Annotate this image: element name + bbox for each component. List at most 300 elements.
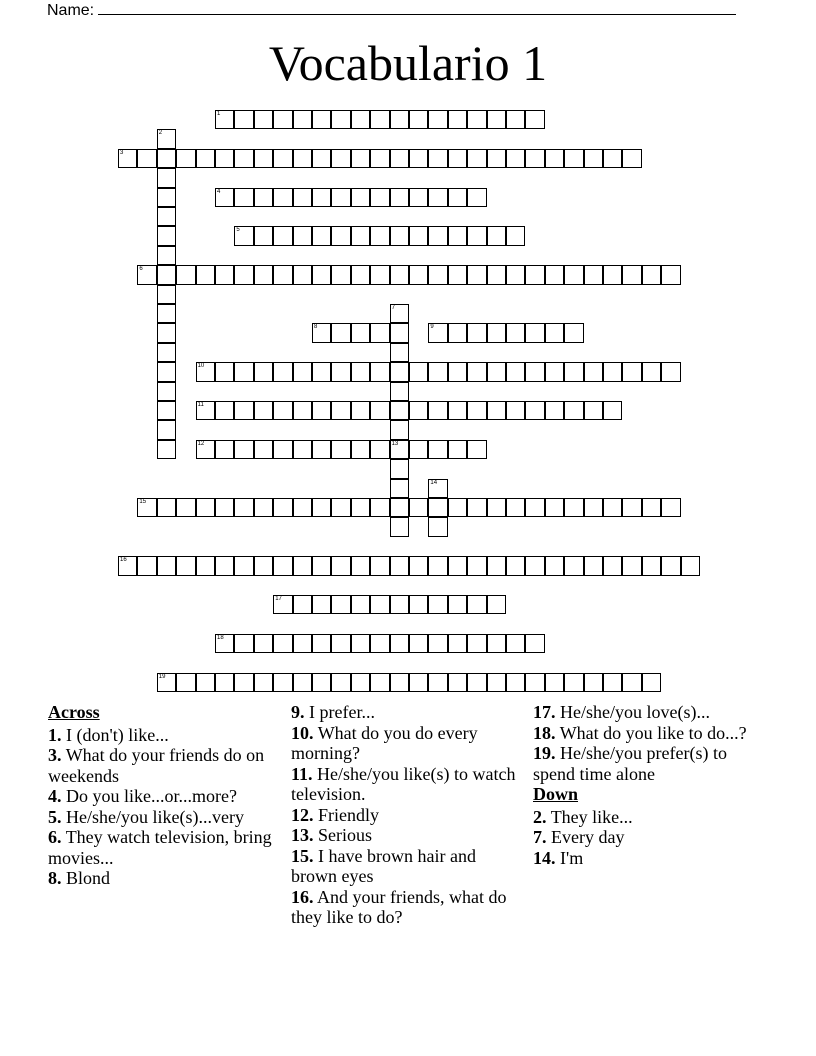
grid-cell[interactable] — [448, 265, 467, 284]
grid-cell[interactable] — [390, 362, 409, 381]
grid-cell[interactable] — [331, 323, 350, 342]
grid-cell[interactable] — [525, 401, 544, 420]
grid-cell[interactable] — [137, 149, 156, 168]
grid-cell[interactable] — [390, 459, 409, 478]
grid-cell[interactable] — [603, 401, 622, 420]
grid-cell[interactable] — [196, 440, 215, 459]
grid-cell[interactable] — [545, 401, 564, 420]
grid-cell[interactable] — [428, 401, 447, 420]
grid-cell[interactable] — [273, 149, 292, 168]
grid-cell[interactable] — [215, 556, 234, 575]
grid-cell[interactable] — [351, 226, 370, 245]
grid-cell[interactable] — [584, 401, 603, 420]
grid-cell[interactable] — [390, 343, 409, 362]
grid-cell[interactable] — [312, 440, 331, 459]
grid-cell[interactable] — [157, 188, 176, 207]
grid-cell[interactable] — [390, 401, 409, 420]
grid-cell[interactable] — [467, 634, 486, 653]
grid-cell[interactable] — [293, 110, 312, 129]
grid-cell[interactable] — [331, 362, 350, 381]
grid-cell[interactable] — [351, 323, 370, 342]
grid-cell[interactable] — [118, 149, 137, 168]
grid-cell[interactable] — [467, 149, 486, 168]
grid-cell[interactable] — [448, 362, 467, 381]
grid-cell[interactable] — [390, 517, 409, 536]
grid-cell[interactable] — [215, 362, 234, 381]
grid-cell[interactable] — [312, 323, 331, 342]
grid-cell[interactable] — [428, 517, 447, 536]
grid-cell[interactable] — [157, 246, 176, 265]
grid-cell[interactable] — [428, 673, 447, 692]
grid-cell[interactable] — [273, 401, 292, 420]
grid-cell[interactable] — [234, 265, 253, 284]
grid-cell[interactable] — [234, 362, 253, 381]
grid-cell[interactable] — [545, 556, 564, 575]
grid-cell[interactable] — [603, 362, 622, 381]
grid-cell[interactable] — [331, 265, 350, 284]
grid-cell[interactable] — [273, 362, 292, 381]
grid-cell[interactable] — [428, 226, 447, 245]
grid-cell[interactable] — [137, 556, 156, 575]
grid-cell[interactable] — [409, 440, 428, 459]
grid-cell[interactable] — [409, 110, 428, 129]
grid-cell[interactable] — [370, 188, 389, 207]
grid-cell[interactable] — [390, 420, 409, 439]
grid-cell[interactable] — [254, 110, 273, 129]
grid-cell[interactable] — [525, 673, 544, 692]
grid-cell[interactable] — [584, 498, 603, 517]
grid-cell[interactable] — [409, 188, 428, 207]
grid-cell[interactable] — [428, 440, 447, 459]
grid-cell[interactable] — [273, 673, 292, 692]
grid-cell[interactable] — [564, 556, 583, 575]
grid-cell[interactable] — [409, 556, 428, 575]
grid-cell[interactable] — [390, 265, 409, 284]
grid-cell[interactable] — [428, 110, 447, 129]
grid-cell[interactable] — [157, 129, 176, 148]
grid-cell[interactable] — [196, 556, 215, 575]
grid-cell[interactable] — [390, 673, 409, 692]
grid-cell[interactable] — [351, 265, 370, 284]
grid-cell[interactable] — [157, 323, 176, 342]
grid-cell[interactable] — [254, 498, 273, 517]
grid-cell[interactable] — [273, 110, 292, 129]
grid-cell[interactable] — [545, 673, 564, 692]
grid-cell[interactable] — [157, 362, 176, 381]
grid-cell[interactable] — [467, 401, 486, 420]
grid-cell[interactable] — [525, 149, 544, 168]
grid-cell[interactable] — [487, 362, 506, 381]
grid-cell[interactable] — [603, 149, 622, 168]
grid-cell[interactable] — [157, 382, 176, 401]
grid-cell[interactable] — [273, 556, 292, 575]
grid-cell[interactable] — [312, 401, 331, 420]
grid-cell[interactable] — [642, 556, 661, 575]
grid-cell[interactable] — [467, 556, 486, 575]
grid-cell[interactable] — [525, 498, 544, 517]
grid-cell[interactable] — [370, 595, 389, 614]
grid-cell[interactable] — [312, 673, 331, 692]
grid-cell[interactable] — [176, 149, 195, 168]
grid-cell[interactable] — [448, 556, 467, 575]
grid-cell[interactable] — [467, 323, 486, 342]
grid-cell[interactable] — [428, 149, 447, 168]
grid-cell[interactable] — [390, 498, 409, 517]
grid-cell[interactable] — [234, 401, 253, 420]
grid-cell[interactable] — [428, 556, 447, 575]
grid-cell[interactable] — [467, 226, 486, 245]
grid-cell[interactable] — [351, 556, 370, 575]
grid-cell[interactable] — [428, 265, 447, 284]
grid-cell[interactable] — [409, 595, 428, 614]
grid-cell[interactable] — [370, 226, 389, 245]
grid-cell[interactable] — [390, 226, 409, 245]
grid-cell[interactable] — [642, 265, 661, 284]
grid-cell[interactable] — [467, 188, 486, 207]
grid-cell[interactable] — [215, 440, 234, 459]
grid-cell[interactable] — [622, 498, 641, 517]
grid-cell[interactable] — [293, 401, 312, 420]
grid-cell[interactable] — [157, 440, 176, 459]
grid-cell[interactable] — [351, 634, 370, 653]
grid-cell[interactable] — [681, 556, 700, 575]
grid-cell[interactable] — [351, 149, 370, 168]
grid-cell[interactable] — [331, 149, 350, 168]
grid-cell[interactable] — [390, 595, 409, 614]
grid-cell[interactable] — [157, 420, 176, 439]
grid-cell[interactable] — [351, 188, 370, 207]
grid-cell[interactable] — [234, 110, 253, 129]
grid-cell[interactable] — [293, 595, 312, 614]
grid-cell[interactable] — [603, 498, 622, 517]
grid-cell[interactable] — [331, 110, 350, 129]
grid-cell[interactable] — [370, 673, 389, 692]
grid-cell[interactable] — [312, 265, 331, 284]
grid-cell[interactable] — [545, 362, 564, 381]
grid-cell[interactable] — [487, 498, 506, 517]
grid-cell[interactable] — [642, 362, 661, 381]
grid-cell[interactable] — [351, 110, 370, 129]
grid-cell[interactable] — [254, 556, 273, 575]
grid-cell[interactable] — [234, 673, 253, 692]
grid-cell[interactable] — [293, 440, 312, 459]
grid-cell[interactable] — [312, 595, 331, 614]
grid-cell[interactable] — [293, 226, 312, 245]
grid-cell[interactable] — [157, 265, 176, 284]
grid-cell[interactable] — [428, 188, 447, 207]
grid-cell[interactable] — [545, 323, 564, 342]
grid-cell[interactable] — [254, 226, 273, 245]
grid-cell[interactable] — [564, 362, 583, 381]
grid-cell[interactable] — [506, 362, 525, 381]
grid-cell[interactable] — [157, 207, 176, 226]
grid-cell[interactable] — [545, 265, 564, 284]
grid-cell[interactable] — [157, 226, 176, 245]
grid-cell[interactable] — [351, 498, 370, 517]
grid-cell[interactable] — [215, 401, 234, 420]
grid-cell[interactable] — [254, 265, 273, 284]
grid-cell[interactable] — [215, 188, 234, 207]
grid-cell[interactable] — [293, 362, 312, 381]
grid-cell[interactable] — [467, 362, 486, 381]
grid-cell[interactable] — [273, 498, 292, 517]
grid-cell[interactable] — [603, 673, 622, 692]
grid-cell[interactable] — [487, 110, 506, 129]
grid-cell[interactable] — [584, 362, 603, 381]
grid-cell[interactable] — [254, 149, 273, 168]
grid-cell[interactable] — [448, 401, 467, 420]
grid-cell[interactable] — [137, 265, 156, 284]
grid-cell[interactable] — [196, 673, 215, 692]
grid-cell[interactable] — [428, 479, 447, 498]
grid-cell[interactable] — [448, 440, 467, 459]
grid-cell[interactable] — [254, 401, 273, 420]
grid-cell[interactable] — [370, 556, 389, 575]
grid-cell[interactable] — [409, 265, 428, 284]
grid-cell[interactable] — [506, 110, 525, 129]
grid-cell[interactable] — [506, 673, 525, 692]
grid-cell[interactable] — [157, 168, 176, 187]
grid-cell[interactable] — [409, 634, 428, 653]
grid-cell[interactable] — [370, 110, 389, 129]
grid-cell[interactable] — [661, 498, 680, 517]
grid-cell[interactable] — [351, 673, 370, 692]
grid-cell[interactable] — [448, 110, 467, 129]
grid-cell[interactable] — [390, 479, 409, 498]
grid-cell[interactable] — [661, 265, 680, 284]
grid-cell[interactable] — [409, 362, 428, 381]
grid-cell[interactable] — [390, 110, 409, 129]
grid-cell[interactable] — [254, 440, 273, 459]
grid-cell[interactable] — [215, 149, 234, 168]
grid-cell[interactable] — [312, 188, 331, 207]
grid-cell[interactable] — [487, 323, 506, 342]
grid-cell[interactable] — [215, 110, 234, 129]
grid-cell[interactable] — [506, 634, 525, 653]
grid-cell[interactable] — [448, 226, 467, 245]
grid-cell[interactable] — [525, 362, 544, 381]
grid-cell[interactable] — [351, 401, 370, 420]
grid-cell[interactable] — [564, 323, 583, 342]
grid-cell[interactable] — [448, 634, 467, 653]
grid-cell[interactable] — [525, 556, 544, 575]
grid-cell[interactable] — [467, 673, 486, 692]
grid-cell[interactable] — [351, 595, 370, 614]
grid-cell[interactable] — [351, 362, 370, 381]
grid-cell[interactable] — [487, 265, 506, 284]
grid-cell[interactable] — [506, 149, 525, 168]
grid-cell[interactable] — [215, 634, 234, 653]
grid-cell[interactable] — [331, 188, 350, 207]
grid-cell[interactable] — [137, 498, 156, 517]
grid-cell[interactable] — [273, 226, 292, 245]
grid-cell[interactable] — [157, 556, 176, 575]
grid-cell[interactable] — [331, 595, 350, 614]
grid-cell[interactable] — [390, 188, 409, 207]
grid-cell[interactable] — [234, 498, 253, 517]
grid-cell[interactable] — [293, 149, 312, 168]
grid-cell[interactable] — [254, 634, 273, 653]
grid-cell[interactable] — [370, 440, 389, 459]
grid-cell[interactable] — [157, 304, 176, 323]
grid-cell[interactable] — [467, 265, 486, 284]
grid-cell[interactable] — [506, 226, 525, 245]
grid-cell[interactable] — [487, 226, 506, 245]
grid-cell[interactable] — [487, 634, 506, 653]
grid-cell[interactable] — [584, 149, 603, 168]
grid-cell[interactable] — [118, 556, 137, 575]
grid-cell[interactable] — [293, 673, 312, 692]
grid-cell[interactable] — [506, 498, 525, 517]
grid-cell[interactable] — [331, 226, 350, 245]
grid-cell[interactable] — [157, 343, 176, 362]
grid-cell[interactable] — [293, 498, 312, 517]
grid-cell[interactable] — [584, 265, 603, 284]
grid-cell[interactable] — [312, 226, 331, 245]
grid-cell[interactable] — [545, 149, 564, 168]
grid-cell[interactable] — [196, 362, 215, 381]
grid-cell[interactable] — [506, 401, 525, 420]
grid-cell[interactable] — [448, 498, 467, 517]
grid-cell[interactable] — [293, 188, 312, 207]
grid-cell[interactable] — [525, 265, 544, 284]
grid-cell[interactable] — [293, 634, 312, 653]
grid-cell[interactable] — [273, 188, 292, 207]
grid-cell[interactable] — [448, 188, 467, 207]
grid-cell[interactable] — [331, 440, 350, 459]
grid-cell[interactable] — [622, 149, 641, 168]
grid-cell[interactable] — [467, 595, 486, 614]
grid-cell[interactable] — [487, 595, 506, 614]
grid-cell[interactable] — [157, 149, 176, 168]
grid-cell[interactable] — [370, 362, 389, 381]
grid-cell[interactable] — [234, 556, 253, 575]
grid-cell[interactable] — [428, 362, 447, 381]
grid-cell[interactable] — [487, 673, 506, 692]
grid-cell[interactable] — [564, 149, 583, 168]
grid-cell[interactable] — [487, 556, 506, 575]
grid-cell[interactable] — [196, 401, 215, 420]
grid-cell[interactable] — [390, 556, 409, 575]
grid-cell[interactable] — [564, 401, 583, 420]
grid-cell[interactable] — [370, 149, 389, 168]
grid-cell[interactable] — [622, 673, 641, 692]
grid-cell[interactable] — [642, 673, 661, 692]
grid-cell[interactable] — [525, 110, 544, 129]
grid-cell[interactable] — [409, 401, 428, 420]
grid-cell[interactable] — [351, 440, 370, 459]
grid-cell[interactable] — [273, 634, 292, 653]
grid-cell[interactable] — [176, 265, 195, 284]
grid-cell[interactable] — [428, 498, 447, 517]
grid-cell[interactable] — [448, 149, 467, 168]
grid-cell[interactable] — [564, 498, 583, 517]
grid-cell[interactable] — [603, 265, 622, 284]
grid-cell[interactable] — [390, 382, 409, 401]
grid-cell[interactable] — [312, 149, 331, 168]
grid-cell[interactable] — [273, 595, 292, 614]
grid-cell[interactable] — [564, 673, 583, 692]
grid-cell[interactable] — [312, 362, 331, 381]
grid-cell[interactable] — [370, 401, 389, 420]
grid-cell[interactable] — [370, 498, 389, 517]
grid-cell[interactable] — [215, 265, 234, 284]
grid-cell[interactable] — [370, 634, 389, 653]
grid-cell[interactable] — [448, 673, 467, 692]
grid-cell[interactable] — [176, 498, 195, 517]
grid-cell[interactable] — [622, 265, 641, 284]
grid-cell[interactable] — [390, 634, 409, 653]
grid-cell[interactable] — [215, 498, 234, 517]
grid-cell[interactable] — [603, 556, 622, 575]
grid-cell[interactable] — [157, 673, 176, 692]
grid-cell[interactable] — [661, 362, 680, 381]
grid-cell[interactable] — [312, 498, 331, 517]
grid-cell[interactable] — [234, 226, 253, 245]
grid-cell[interactable] — [390, 149, 409, 168]
grid-cell[interactable] — [428, 323, 447, 342]
grid-cell[interactable] — [254, 362, 273, 381]
grid-cell[interactable] — [254, 673, 273, 692]
grid-cell[interactable] — [506, 556, 525, 575]
grid-cell[interactable] — [234, 188, 253, 207]
grid-cell[interactable] — [293, 265, 312, 284]
grid-cell[interactable] — [254, 188, 273, 207]
grid-cell[interactable] — [661, 556, 680, 575]
grid-cell[interactable] — [506, 265, 525, 284]
grid-cell[interactable] — [409, 226, 428, 245]
grid-cell[interactable] — [506, 323, 525, 342]
grid-cell[interactable] — [584, 556, 603, 575]
grid-cell[interactable] — [273, 440, 292, 459]
grid-cell[interactable] — [176, 556, 195, 575]
grid-cell[interactable] — [196, 498, 215, 517]
grid-cell[interactable] — [196, 265, 215, 284]
grid-cell[interactable] — [234, 634, 253, 653]
grid-cell[interactable] — [622, 362, 641, 381]
grid-cell[interactable] — [331, 498, 350, 517]
grid-cell[interactable] — [215, 673, 234, 692]
grid-cell[interactable] — [312, 556, 331, 575]
grid-cell[interactable] — [622, 556, 641, 575]
grid-cell[interactable] — [331, 401, 350, 420]
grid-cell[interactable] — [370, 265, 389, 284]
grid-cell[interactable] — [331, 673, 350, 692]
grid-cell[interactable] — [448, 323, 467, 342]
grid-cell[interactable] — [176, 673, 195, 692]
grid-cell[interactable] — [157, 285, 176, 304]
grid-cell[interactable] — [409, 673, 428, 692]
grid-cell[interactable] — [409, 149, 428, 168]
grid-cell[interactable] — [428, 595, 447, 614]
grid-cell[interactable] — [467, 440, 486, 459]
grid-cell[interactable] — [234, 440, 253, 459]
grid-cell[interactable] — [390, 304, 409, 323]
grid-cell[interactable] — [331, 556, 350, 575]
grid-cell[interactable] — [293, 556, 312, 575]
grid-cell[interactable] — [409, 498, 428, 517]
grid-cell[interactable] — [196, 149, 215, 168]
grid-cell[interactable] — [584, 673, 603, 692]
grid-cell[interactable] — [467, 498, 486, 517]
grid-cell[interactable] — [487, 149, 506, 168]
grid-cell[interactable] — [157, 498, 176, 517]
grid-cell[interactable] — [390, 323, 409, 342]
grid-cell[interactable] — [390, 440, 409, 459]
grid-cell[interactable] — [467, 110, 486, 129]
grid-cell[interactable] — [564, 265, 583, 284]
grid-cell[interactable] — [273, 265, 292, 284]
